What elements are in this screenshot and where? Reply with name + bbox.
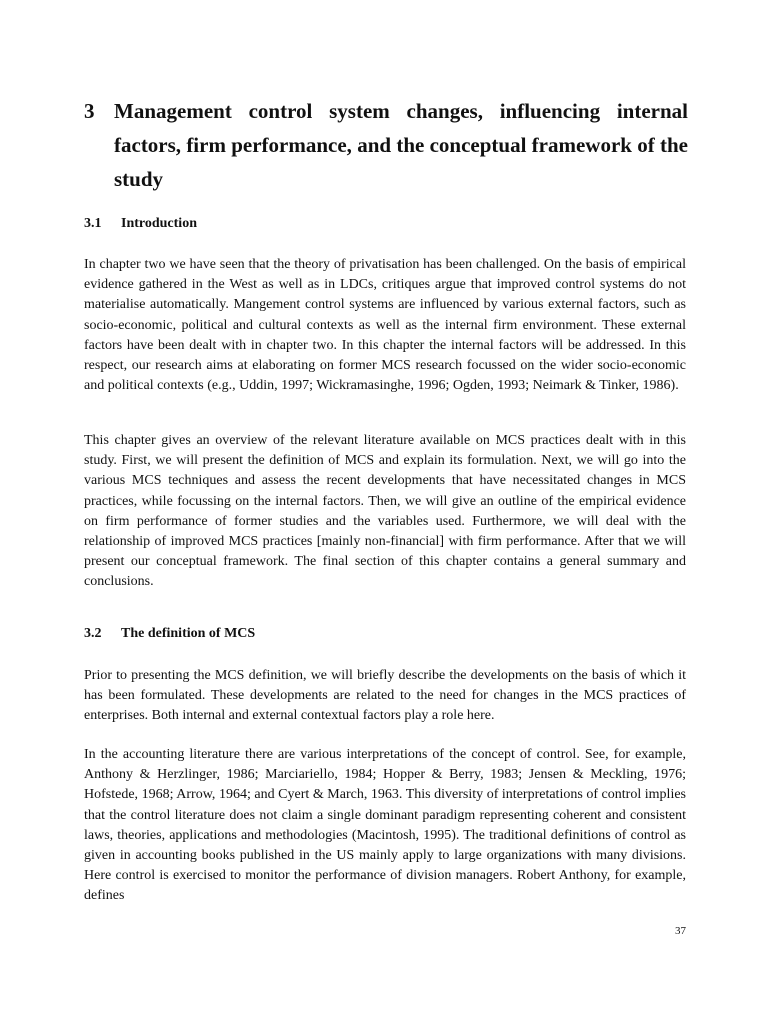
chapter-heading bbox=[84, 94, 688, 196]
paragraph-intro-2: This chapter gives an overview of the relevant literature available on MCS practices dealt with in this study. First, we will present the definition of MCS and explain its formulation. Next, we will go into the various MCS techniques and assess the recent developments that have necessitated changes in MCS practices, while focussing on the internal factors. Then, we will give an outline of the empirical evidence on firm performance of former studies and the variables used. Furthermore, we will deal with the relationship of improved MCS practices [mainly non-financial] with firm performance. After that we will present our conceptual framework. The final section of this chapter contains a general summary and conclusions. bbox=[84, 433, 686, 590]
chapter-number: 3 bbox=[84, 99, 95, 123]
section-heading-introduction bbox=[84, 216, 688, 232]
paragraph-definition-2: In the accounting literature there are various interpretations of the concept of control. See, for example, Anthony & Herzlinger, 1986; Marciariello, 1984; Hopper & Berry, 1983; Jensen & Meckling, 1976; Hofstede, 1968; Arrow, 1964; and Cyert & March, 1963. This diversity of interpretations of control implies that the control literature does not claim a single dominant paradigm representing coherent and consistent laws, theories, applications and methodologies (Macintosh, 1995). The traditional definitions of control as given in accounting books published in the US mainly apply to large organizations with many divisions. Here control is exercised to monitor the performance of division managers. Robert Anthony, for example, defines bbox=[84, 747, 686, 904]
paragraph-definition-1: Prior to presenting the MCS definition, we will briefly describe the developments on the basis of which it has been formulated. These developments are related to the need for changes in the MCS practices of enterprises. Both internal and external contextual factors play a role here. bbox=[84, 668, 686, 724]
chapter-title: Management control system changes, influencing internal factors, firm performance, and the conceptual framework of the study bbox=[114, 99, 688, 191]
section-title: The definition of MCS bbox=[121, 626, 256, 641]
paragraph-intro-1: In chapter two we have seen that the theory of privatisation has been challenged. On the basis of empirical evidence gathered in the West as well as in LDCs, critiques argue that improved control systems do not materialise automatically. Mangement control systems are influenced by various external factors, such as socio-economic, political and cultural contexts as well as the internal firm environment. These external factors have been dealt with in chapter two. In this chapter the internal factors will be addressed. In this respect, our research aims at elaborating on former MCS research focussed on the wider socio-economic and political contexts (e.g., Uddin, 1997; Wickramasinghe, 1996; Ogden, 1993; Neimark & Tinker, 1986). bbox=[84, 257, 686, 394]
section-number: 3.1 bbox=[84, 216, 102, 231]
section-heading-definition bbox=[84, 626, 688, 642]
section-number: 3.2 bbox=[84, 626, 102, 641]
section-title: Introduction bbox=[121, 216, 197, 231]
page-number: 37 bbox=[675, 925, 686, 937]
